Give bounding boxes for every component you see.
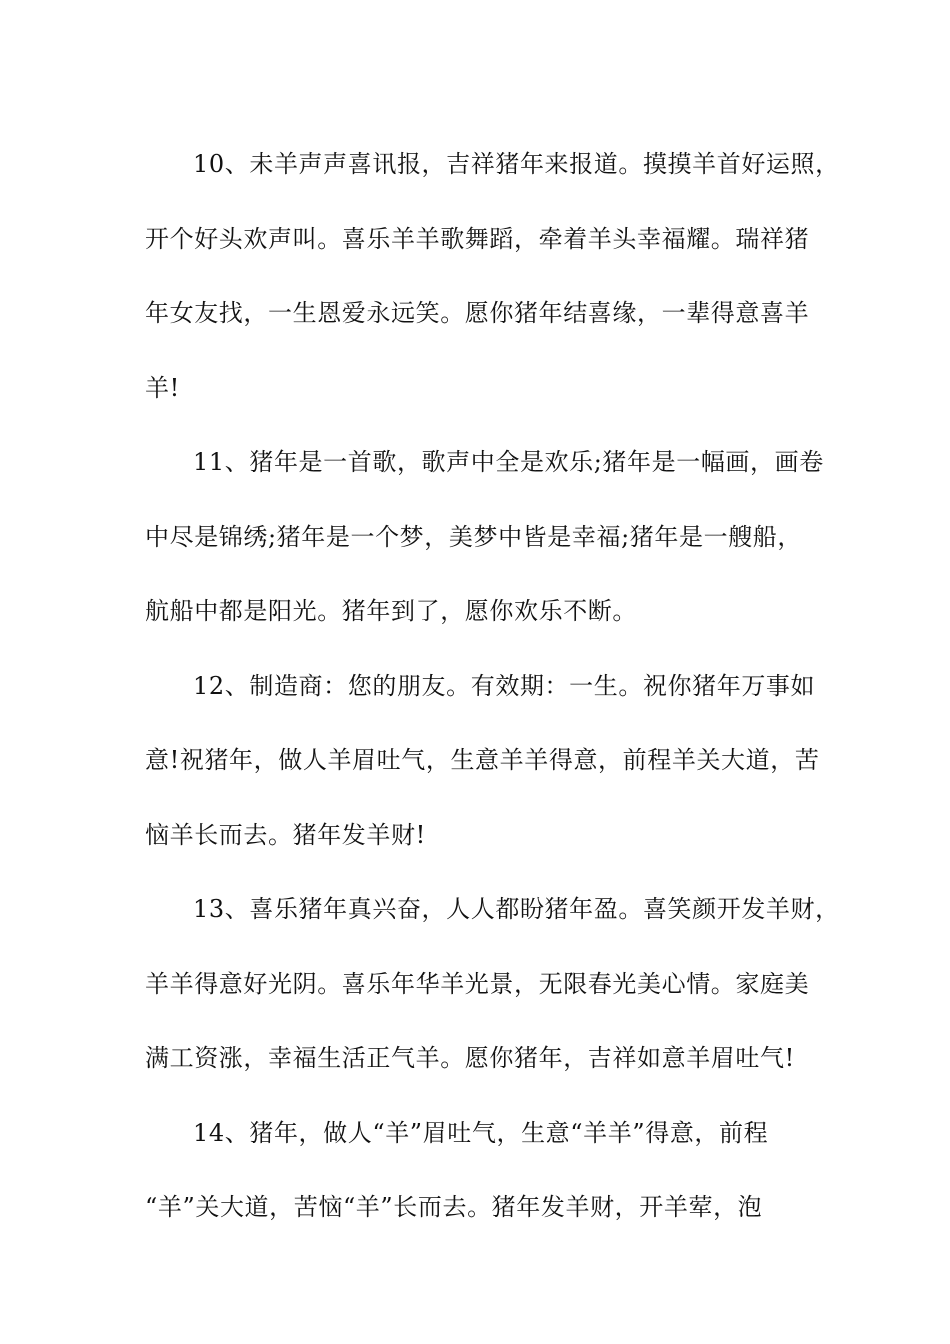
paragraph-line: 开个好头欢声叫。喜乐羊羊歌舞蹈，牵着羊头幸福耀。瑞祥猪 [145,224,810,253]
paragraph-line: 年女友找，一生恩爱永远笑。愿你猪年结喜缘，一辈得意喜羊 [145,299,810,327]
paragraph-line: 羊! [145,373,180,402]
paragraph-line: 13、喜乐猪年真兴奋，人人都盼猪年盈。喜笑颜开发羊财， [193,895,840,923]
paragraph-12 [145,649,820,873]
paragraph-10 [145,127,840,425]
paragraph-14 [145,1096,810,1245]
paragraph-line: 恼羊长而去。猪年发羊财! [145,820,426,849]
document-body [145,127,840,1245]
paragraph-line: 11、猪年是一首歌，歌声中全是欢乐;猪年是一幅画，画卷 [193,448,824,476]
paragraph-line: 12、制造商：您的朋友。有效期：一生。祝你猪年万事如 [193,671,816,700]
paragraph-line: 羊羊得意好光阴。喜乐年华羊光景，无限春光美心情。家庭美 [145,969,810,998]
paragraph-line: 中尽是锦绣;猪年是一个梦，美梦中皆是幸福;猪年是一艘船， [145,522,802,551]
paragraph-line: 10、未羊声声喜讯报，吉祥猪年来报道。摸摸羊首好运照， [193,150,840,178]
paragraph-11 [145,425,824,649]
paragraph-line: 满工资涨，幸福生活正气羊。愿你猪年，吉祥如意羊眉吐气! [145,1044,795,1072]
paragraph-line: 14、猪年，做人“羊”眉吐气，生意“羊羊”得意，前程 [193,1118,769,1147]
paragraph-line: 航船中都是阳光。猪年到了，愿你欢乐不断。 [145,597,637,625]
paragraph-line: “羊”关大道，苦恼“羊”长而去。猪年发羊财，开羊荤，泡 [145,1193,763,1221]
paragraph-line: 意!祝猪年，做人羊眉吐气，生意羊羊得意，前程羊关大道，苦 [145,746,820,774]
paragraph-13 [145,872,840,1096]
